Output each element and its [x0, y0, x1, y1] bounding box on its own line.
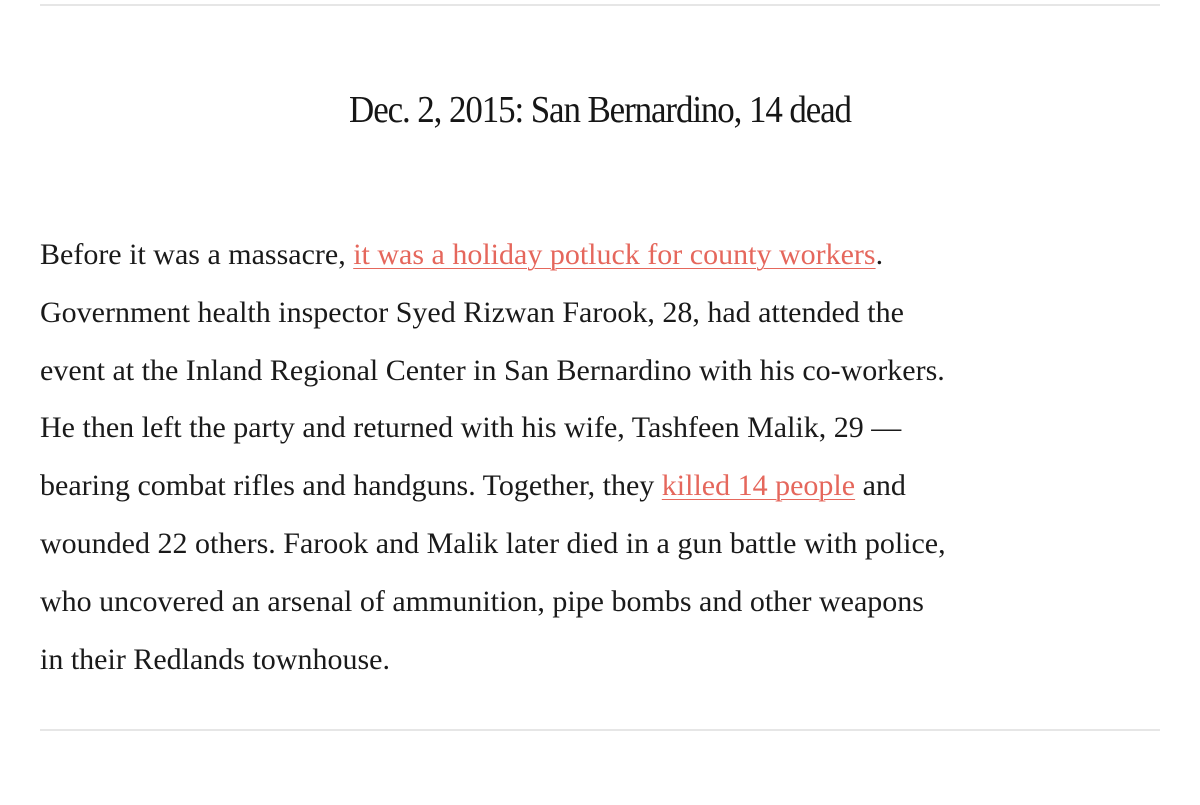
paragraph-line: event at the Inland Regional Center in San Bernardino with his co-workers.	[40, 353, 945, 387]
section-heading: Dec. 2, 2015: San Bernardino, 14 dead	[349, 89, 851, 131]
paragraph-line: Before it was a massacre, it was a holiday potluck for county workers.	[40, 238, 884, 271]
bottom-divider	[40, 729, 1160, 731]
holiday-potluck-link[interactable]: it was a holiday potluck for county workers	[353, 238, 876, 271]
article-paragraph	[40, 226, 1165, 688]
paragraph-line: who uncovered an arsenal of ammunition, pipe bombs and other weapons	[40, 584, 924, 618]
killed-14-people-link[interactable]: killed 14 people	[661, 469, 856, 503]
paragraph-line: in their Redlands townhouse.	[40, 642, 390, 676]
paragraph-line: wounded 22 others. Farook and Malik later died in a gun battle with police,	[40, 526, 946, 560]
paragraph-line: bearing combat rifles and handguns. Together, they killed 14 people and	[40, 469, 906, 503]
paragraph-line: He then left the party and returned with his wife, Tashfeen Malik, 29 —	[40, 411, 902, 445]
top-divider	[40, 4, 1160, 6]
paragraph-line: Government health inspector Syed Rizwan Farook, 28, had attended the	[40, 295, 904, 329]
